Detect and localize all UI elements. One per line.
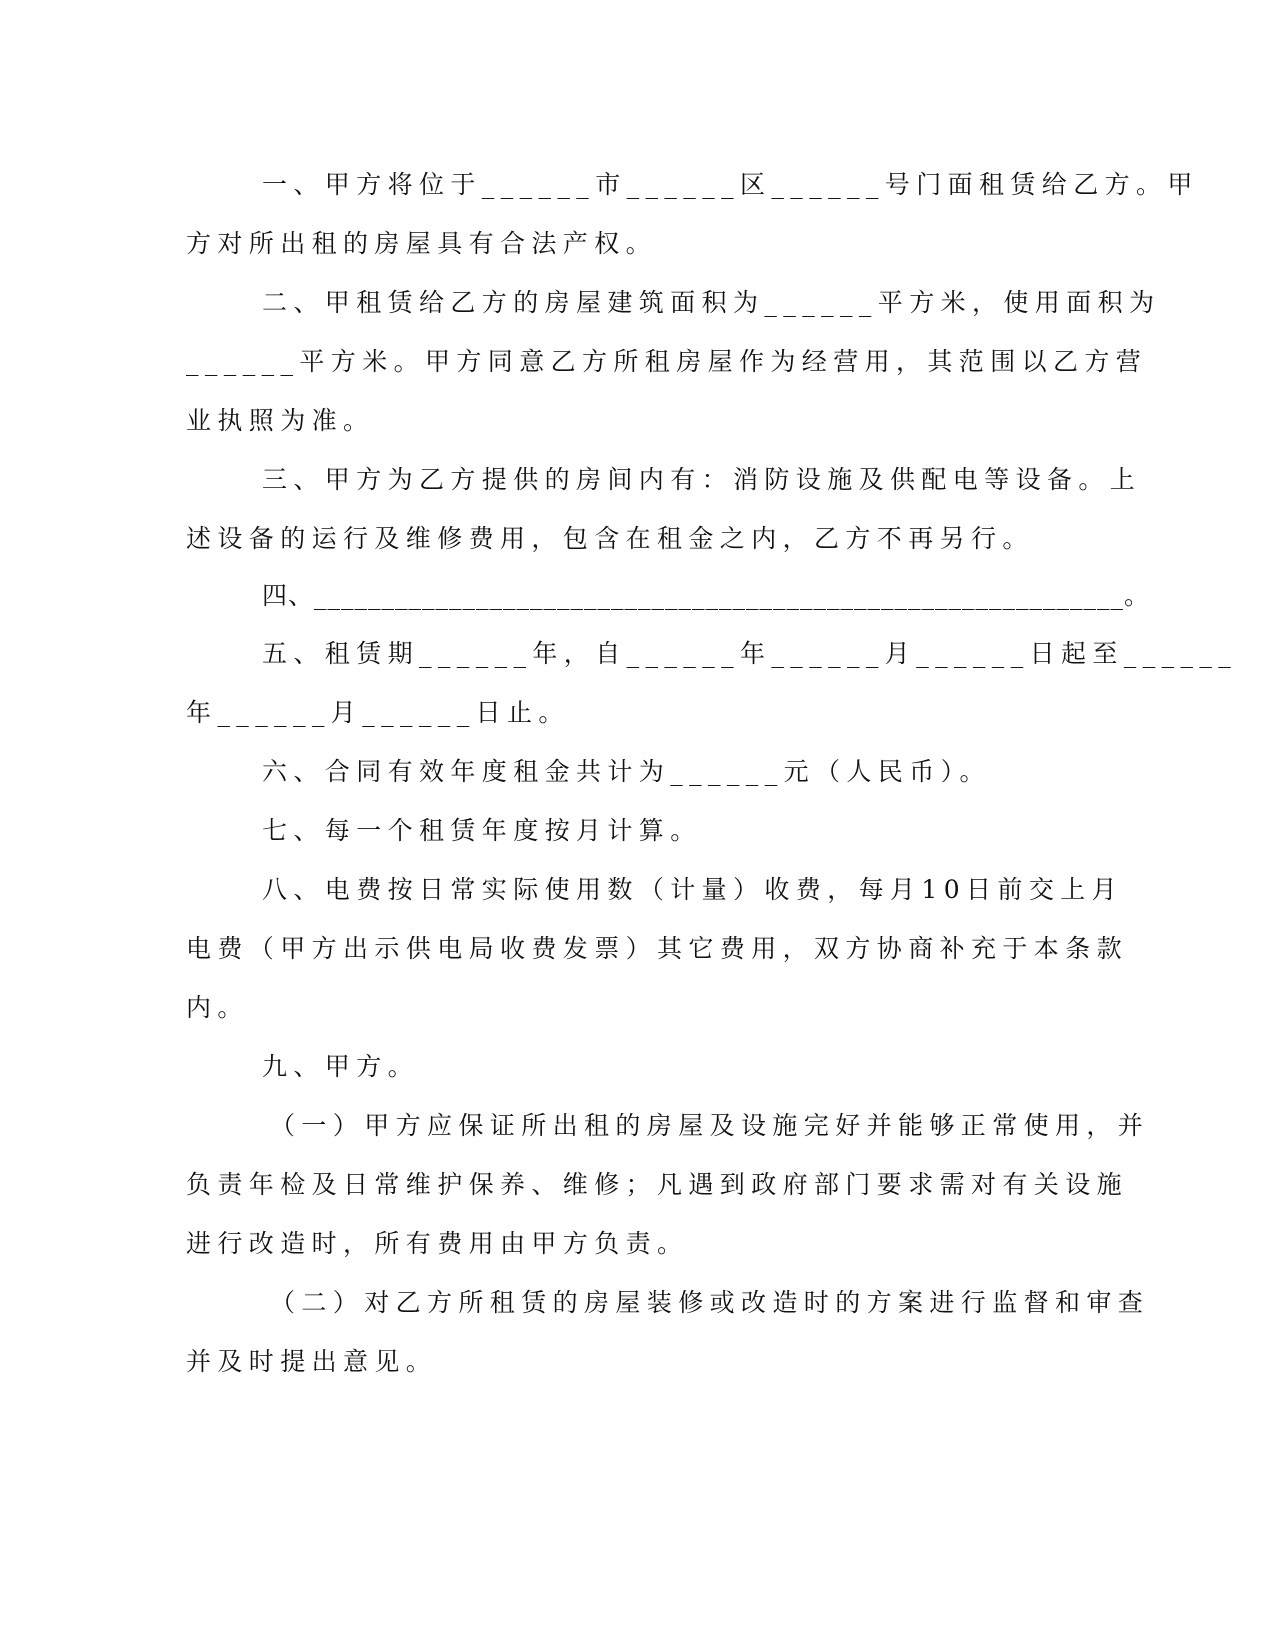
clause-9-item-2-line-2: 并及时提出意见。 xyxy=(186,1347,438,1376)
clause-5-line-2: 年______月______日止。 xyxy=(186,698,570,727)
clause-9-heading: 九、甲方。 xyxy=(262,1052,420,1081)
clause-9-item-2-line-1: （二）对乙方所租赁的房屋装修或改造时的方案进行监督和审查 xyxy=(270,1288,1150,1317)
clause-3-line-2: 述设备的运行及维修费用，包含在租金之内，乙方不再另行。 xyxy=(186,524,1034,553)
clause-1-line-1: 一、甲方将位于______市______区______号门面租赁给乙方。甲 xyxy=(262,170,1199,199)
clause-8-line-1: 八、电费按日常实际使用数（计量）收费，每月10日前交上月 xyxy=(262,875,1124,904)
clause-4-line-1: 四、____________________________________________________________。 xyxy=(262,581,1151,610)
clause-5-line-1: 五、租赁期______年，自______年______月______日起至______ xyxy=(262,639,1238,668)
clause-2-line-2: ______平方米。甲方同意乙方所租房屋作为经营用，其范围以乙方营 xyxy=(186,347,1148,376)
clause-2-line-3: 业执照为准。 xyxy=(186,406,375,435)
clause-9-item-1-line-3: 进行改造时，所有费用由甲方负责。 xyxy=(186,1229,689,1258)
clause-9-item-1-line-2: 负责年检及日常维护保养、维修；凡遇到政府部门要求需对有关设施 xyxy=(186,1170,1129,1199)
clause-8-line-2: 电费（甲方出示供电局收费发票）其它费用，双方协商补充于本条款 xyxy=(186,934,1129,963)
clause-1-line-2: 方对所出租的房屋具有合法产权。 xyxy=(186,229,658,258)
clause-7-line-1: 七、每一个租赁年度按月计算。 xyxy=(262,816,702,845)
clause-6-line-1: 六、合同有效年度租金共计为______元（人民币）。 xyxy=(262,757,991,786)
clause-8-line-3: 内。 xyxy=(186,993,249,1022)
clause-9-item-1-line-1: （一）甲方应保证所出租的房屋及设施完好并能够正常使用，并 xyxy=(270,1111,1150,1140)
clause-2-line-1: 二、甲租赁给乙方的房屋建筑面积为______平方米，使用面积为 xyxy=(262,288,1161,317)
clause-3-line-1: 三、甲方为乙方提供的房间内有：消防设施及供配电等设备。上 xyxy=(262,465,1142,494)
